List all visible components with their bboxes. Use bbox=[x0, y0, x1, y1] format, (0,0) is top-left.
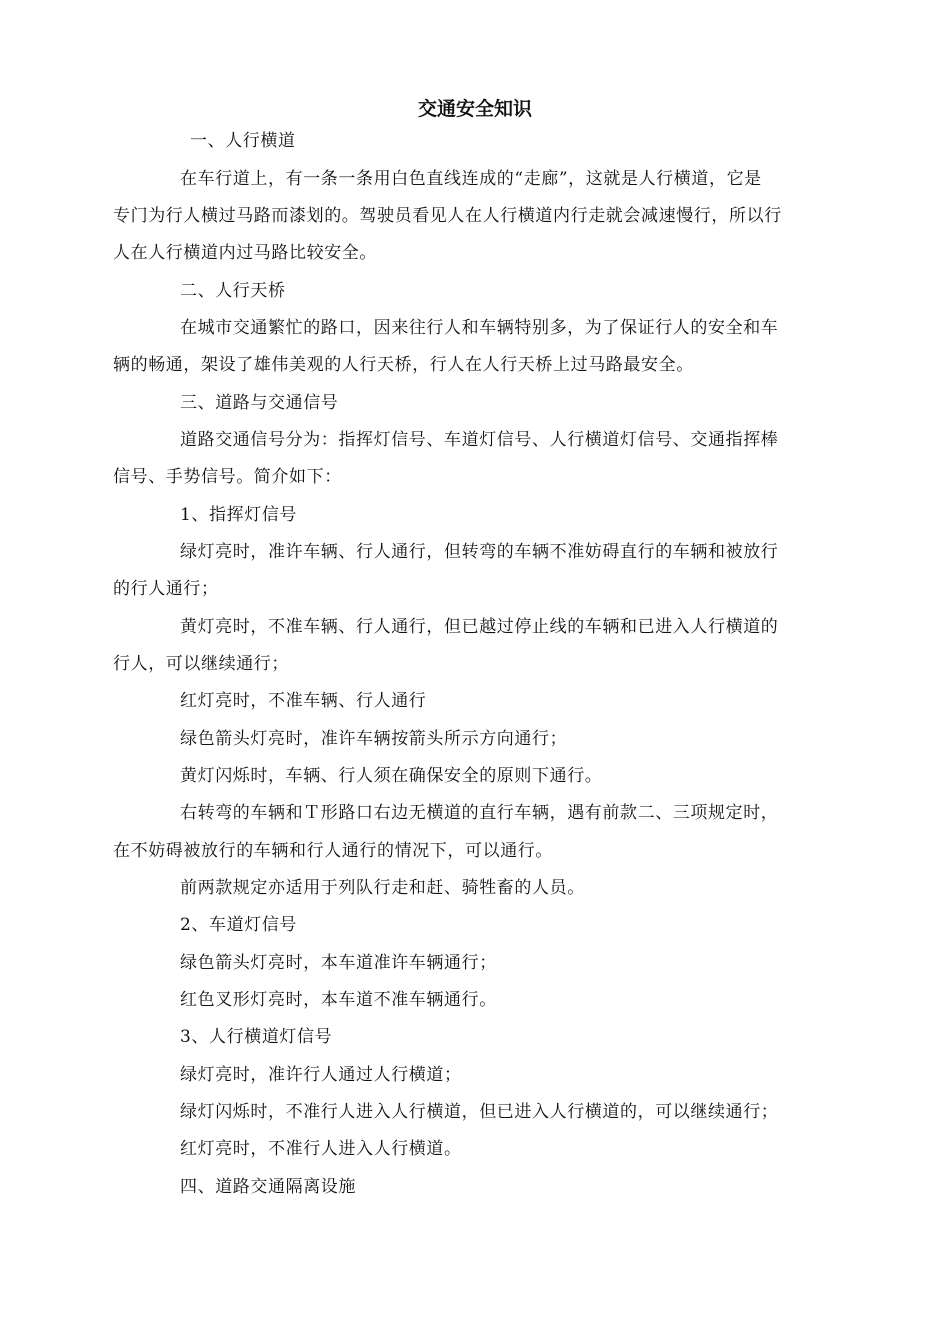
paragraph-line: 绿灯闪烁时，不准行人进入人行横道，但已进入人行横道的，可以继续通行； bbox=[180, 1102, 779, 1122]
paragraph-line: 辆的畅通，架设了雄伟美观的人行天桥，行人在人行天桥上过马路最安全。 bbox=[113, 355, 694, 375]
paragraph-line: 红灯亮时，不准车辆、行人通行 bbox=[180, 691, 427, 711]
section-heading-2: 二、人行天桥 bbox=[180, 281, 286, 301]
subsection-heading-2: 2、车道灯信号 bbox=[180, 915, 298, 935]
paragraph-line: 行人，可以继续通行； bbox=[113, 654, 289, 674]
paragraph-line: 红色叉形灯亮时，本车道不准车辆通行。 bbox=[180, 990, 497, 1010]
paragraph-line: 黄灯闪烁时，车辆、行人须在确保安全的原则下通行。 bbox=[180, 766, 603, 786]
paragraph-line: 在城市交通繁忙的路口，因来往行人和车辆特别多，为了保证行人的安全和车 bbox=[180, 318, 779, 338]
paragraph-line: 红灯亮时，不准行人进入人行横道。 bbox=[180, 1139, 462, 1159]
subsection-heading-3: 3、人行横道灯信号 bbox=[180, 1027, 333, 1047]
paragraph-line: 右转弯的车辆和Ｔ形路口右边无横道的直行车辆，遇有前款二、三项规定时， bbox=[180, 803, 779, 823]
paragraph-line: 道路交通信号分为：指挥灯信号、车道灯信号、人行横道灯信号、交通指挥棒 bbox=[180, 430, 779, 450]
paragraph-line: 绿色箭头灯亮时，准许车辆按箭头所示方向通行； bbox=[180, 729, 568, 749]
section-heading-4: 四、道路交通隔离设施 bbox=[180, 1177, 356, 1197]
paragraph-line: 在车行道上，有一条一条用白色直线连成的“走廊”，这就是人行横道，它是 bbox=[180, 169, 762, 189]
section-heading-3: 三、道路与交通信号 bbox=[180, 393, 339, 413]
document-title: 交通安全知识 bbox=[417, 98, 532, 120]
paragraph-line: 在不妨碍被放行的车辆和行人通行的情况下，可以通行。 bbox=[113, 841, 553, 861]
paragraph-line: 前两款规定亦适用于列队行走和赶、骑牲畜的人员。 bbox=[180, 878, 585, 898]
paragraph-line: 专门为行人横过马路而漆划的。驾驶员看见人在人行横道内行走就会减速慢行，所以行 bbox=[113, 206, 782, 226]
paragraph-line: 人在人行横道内过马路比较安全。 bbox=[113, 243, 377, 263]
paragraph-line: 的行人通行； bbox=[113, 579, 219, 599]
section-heading-1: 一、人行横道 bbox=[190, 131, 296, 151]
paragraph-line: 信号、手势信号。简介如下： bbox=[113, 467, 342, 487]
paragraph-line: 绿灯亮时，准许车辆、行人通行，但转弯的车辆不准妨碍直行的车辆和被放行 bbox=[180, 542, 779, 562]
paragraph-line: 黄灯亮时，不准车辆、行人通行，但已越过停止线的车辆和已进入人行横道的 bbox=[180, 617, 779, 637]
paragraph-line: 绿色箭头灯亮时，本车道准许车辆通行； bbox=[180, 953, 497, 973]
subsection-heading-1: 1、指挥灯信号 bbox=[180, 505, 298, 525]
paragraph-line: 绿灯亮时，准许行人通过人行横道； bbox=[180, 1065, 462, 1085]
